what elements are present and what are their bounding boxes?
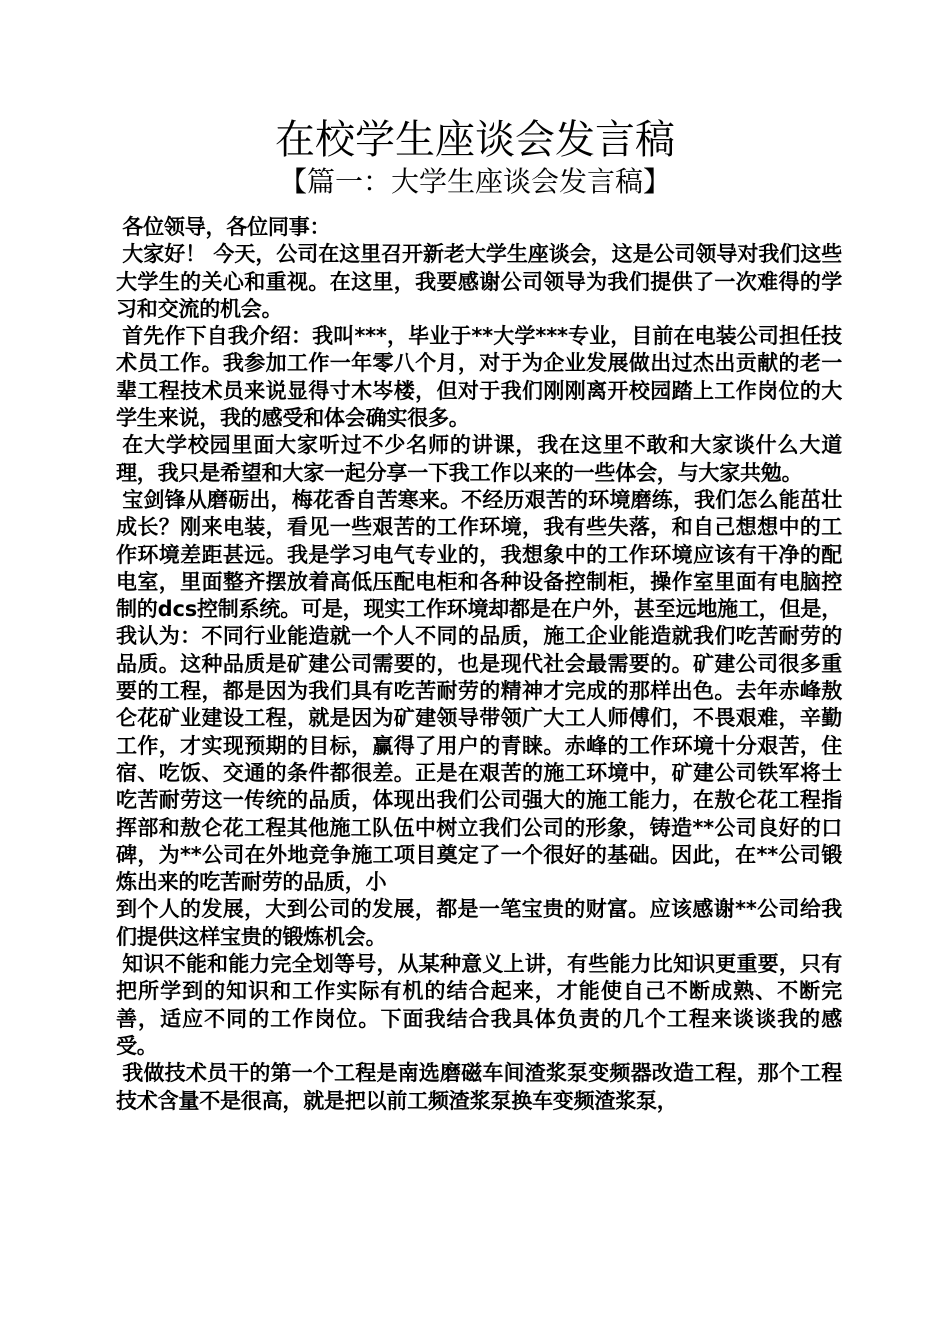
paragraph-first-project: 我做技术员干的第一个工程是南选磨磁车间渣浆泵变频器改造工程，那个工程技术含量不是很高，就是把以前工频渣浆泵换车变频渣浆泵， (116, 1061, 842, 1113)
document-subtitle: 【篇一：大学生座谈会发言稿】 (278, 165, 671, 198)
paragraph-hardship-continued: 到个人的发展，大到公司的发展，都是一笔宝贵的财富。应该感谢**公司给我们提供这样宝贵的锻炼机会。 (116, 897, 842, 949)
paragraph-knowledge: 知识不能和能力完全划等号，从某种意义上讲，有些能力比知识更重要，只有把所学到的知识和工作实际有机的结合起来，才能使自己不断成熟、不断完善，适应不同的工作岗位。下面我结合我具体负责的几个工程来谈谈我的感受。 (116, 952, 842, 1058)
document-body (116, 214, 842, 1115)
paragraph-opening: 大家好！ 今天，公司在这里召开新老大学生座谈会，这是公司领导对我们这些大学生的关心和重视。在这里，我要感谢公司领导为我们提供了一次难得的学习和交流的机会。 (116, 242, 842, 321)
document-title: 在校学生座谈会发言稿 (275, 117, 675, 163)
paragraph-self-introduction: 首先作下自我介绍：我叫***，毕业于**大学***专业，目前在电装公司担任技术员工作。我参加工作一年零八个月，对于为企业发展做出过杰出贡献的老一辈工程技术员来说显得寸木岑楼，但对于我们刚刚离开校园踏上工作岗位的大学生来说，我的感受和体会确实很多。 (116, 324, 842, 431)
paragraph-hardship: 宝剑锋从磨砺出，梅花香自苦寒来。不经历艰苦的环境磨练，我们怎么能茁壮成长？刚来电装，看见一些艰苦的工作环境，我有些失落，和自己想想中的工作环境差距甚远。我是学习电气专业的，我想象中的工作环境应该有干净的配电室，里面整齐摆放着高低压配电柜和各种设备控制柜，操作室里面有电脑控制的dcs控制系统。可是，现实工作环境却都是在户外，甚至远地施工，但是，我认为：不同行业能造就一个人不同的品质，施工企业能造就我们吃苦耐劳的品质。这种品质是矿建公司需要的，也是现代社会最需要的。矿建公司很多重要的工程，都是因为我们具有吃苦耐劳的精神才完成的那样出色。去年赤峰敖仑花矿业建设工程，就是因为矿建领导带领广大工人师傅们，不畏艰难，辛勤工作，才实现预期的目标，赢得了用户的青睐。赤峰的工作环境十分艰苦，住宿、吃饭、交通的条件都很差。正是在艰苦的施工环境中，矿建公司铁军将士吃苦耐劳这一传统的品质，体现出我们公司强大的施工能力，在敖仑花工程指挥部和敖仑花工程其他施工队伍中树立我们公司的形象，铸造**公司良好的口碑，为**公司在外地竞争施工项目奠定了一个很好的基础。因此，在**公司锻炼出来的吃苦耐劳的品质，小 (116, 487, 842, 895)
paragraph-greeting: 各位领导，各位同事： (122, 215, 331, 239)
paragraph-sharing: 在大学校园里面大家听过不少名师的讲课，我在这里不敢和大家谈什么大道理，我只是希望和大家一起分享一下我工作以来的一些体会，与大家共勉。 (116, 433, 842, 485)
